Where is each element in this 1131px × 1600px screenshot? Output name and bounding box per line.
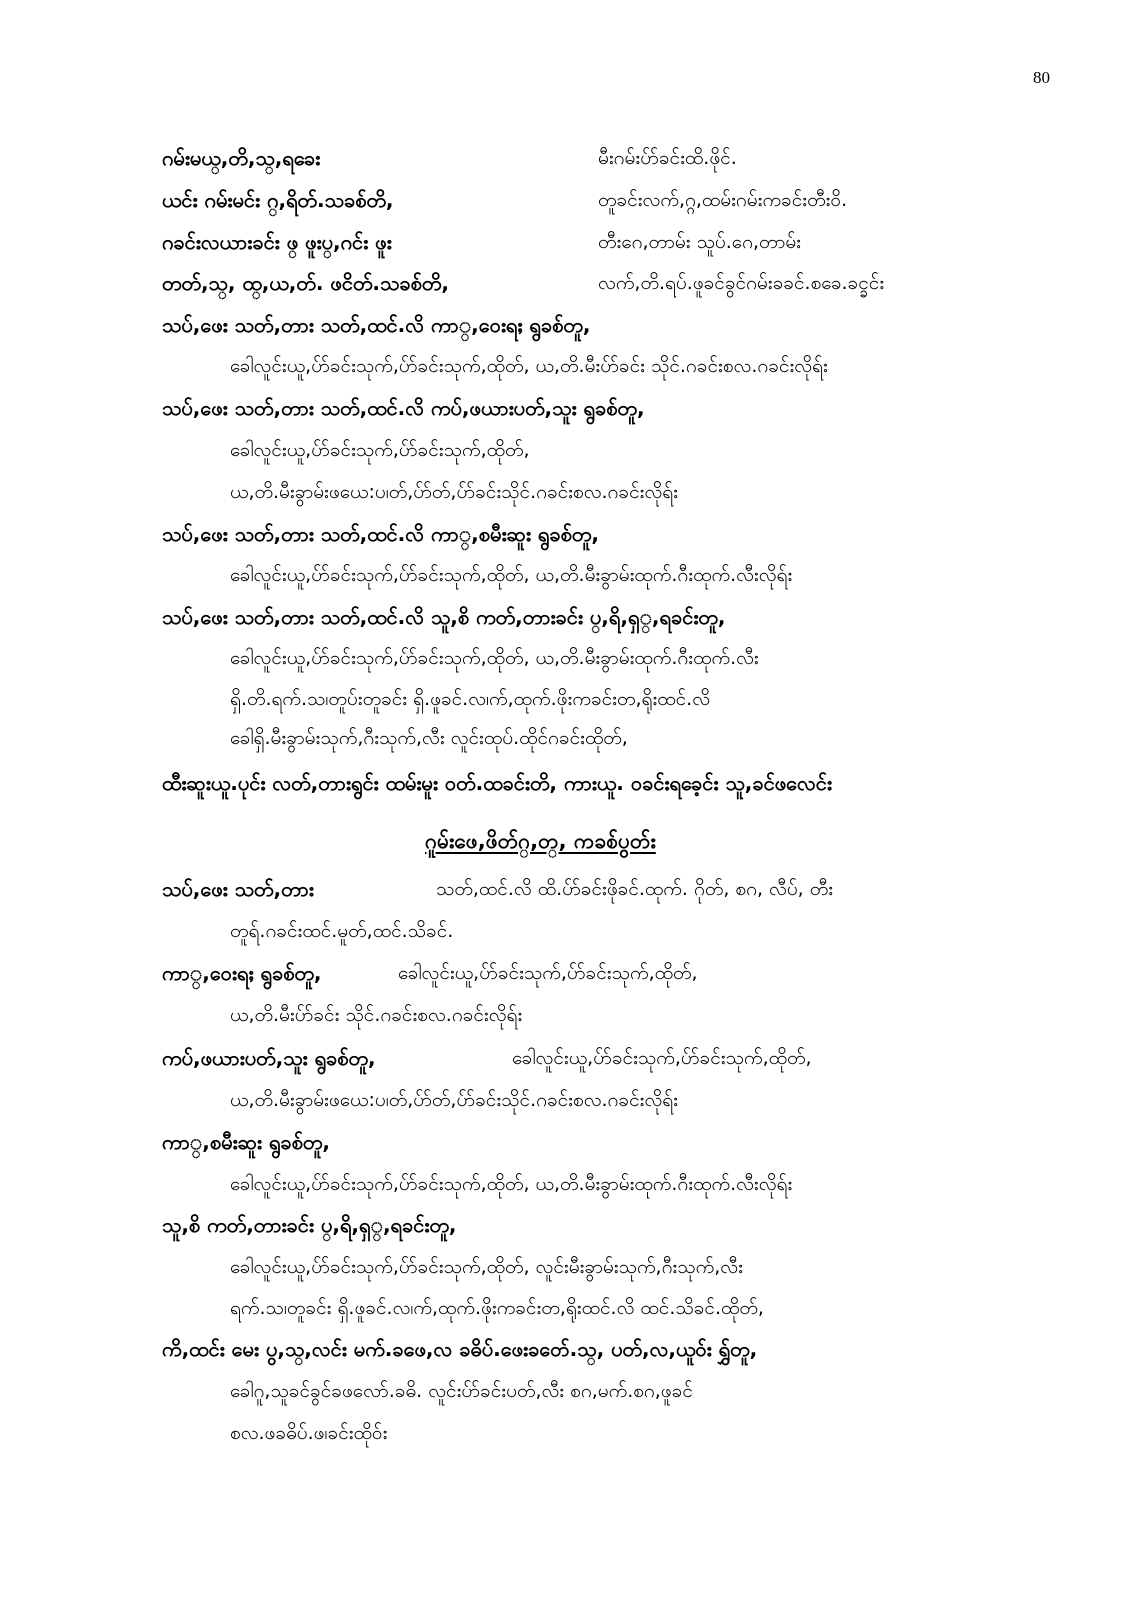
entry-text: ခေါဂူ,သူခင်ခွင်ခဖလော်.ခဓိ. လူင်းပ်ာ်ခင်းပတ်,လီး စဂ,မက်.စဂ,ဖူခင် xyxy=(230,1380,693,1402)
entry-heading: သပ်,ဖေး သတ်,တား သတ်,ထင်.လိ ကာ္,ဝေးရႈ ရွခစ်တူ, xyxy=(162,313,591,337)
page-number: 80 xyxy=(1033,68,1050,87)
entry-text: ခေါလူင်းယူ,ပ်ာ်ခင်းသုက်,ပ်ာ်ခင်းသုက်,ထိုတ်, ယ,တိ.မီးခွာမ်းထုက်.ဂီးထုက်.လီး xyxy=(230,647,759,669)
entry-definition: တူခင်းလက်,ဂ္ဂ,ထမ်းဂမ်းကခင်းတီးဝိ. xyxy=(598,189,848,211)
entry-heading: ထီးဆူးယူ.ပုင်း လတ်,တားရွင်း ထမ်းမူး ဝတ်.ထခင်းတိ, ကားယူ. ဝခင်းရခေ့င်း သူ,ခင်ဖလေင်း xyxy=(162,771,832,795)
entry-heading: သပ်,ဖေး သတ်,တား သတ်,ထင်.လိ ကပ်,ဖယားပတ်,သူး ရွခစ်တူ, xyxy=(162,396,645,420)
entry-text: ယ,တိ.မီးခွာမ်းဖယေ:ပ၊တ်,ပ်ာ်တ်,ပ်ာ်ခင်းသိုင်.ဂခင်းစလ.ဂခင်းလိုရ်း xyxy=(230,1089,679,1111)
entry-text: ခေါလူင်းယူ,ပ်ာ်ခင်းသုက်,ပ်ာ်ခင်းသုက်,ထိုတ်, xyxy=(230,439,530,461)
section-title: ဂူမ်းဖေ,ဖိတ်ဂ္,တ္, ကခစ်ပွတ်း xyxy=(425,829,656,853)
entry-text: ခေါလူင်းယူ,ပ်ာ်ခင်းသုက်,ပ်ာ်ခင်းသုက်,ထိုတ်, ယ,တိ.မီးခွာမ်းထုက်.ဂီးထုက်.လီးလိုရ်း xyxy=(230,564,793,586)
entry-text: စလ.ဖခဓိပ်.ဖ၊ခင်းထိုဝ်း xyxy=(230,1422,388,1444)
entry-heading: သပ်,ဖေး သတ်,တား သတ်,ထင်.လိ သူ,စိ ကတ်,တားခင်း ပ္,ရိ,ရှ္,ရခင်းတူ, xyxy=(162,605,726,629)
entry-definition: ခေါလူင်းယူ,ပ်ာ်ခင်းသုက်,ပ်ာ်ခင်းသုက်,ထိုတ်, xyxy=(512,1047,812,1069)
entry-term: ကပ်,ဖယားပတ်,သူး ရွခစ်တူ, xyxy=(162,1046,376,1070)
entry-definition: သတ်,ထင်.လိ ထိ.ပ်ာ်ခင်းဖိုခင်.ထုက်. ဂိုတ်, စဂ, လီပ်, တီး xyxy=(436,878,834,900)
entry-term: ဂခင်းလယားခင်း ဖ္ ဖူးပ္,ဂင်း ဖူး xyxy=(162,230,392,254)
entry-heading: ကိ,ထင်း မေး ပွ,သ္,လင်း မက်.ခဖေ,လ ခဓိပ်.ဖေးခဝော်.သ္, ပတ်,လ,ယူဝ်း ရွှ်တူ, xyxy=(162,1337,758,1361)
entry-term: ကာ္,ဝေးရႈ ရွခစ်တူ, xyxy=(162,961,322,985)
entry-term: ဂမ်းမယ္,တိ,သ္,ရခေး xyxy=(162,146,321,170)
entry-text: ခေါလူင်းယူ,ပ်ာ်ခင်းသုက်,ပ်ာ်ခင်းသုက်,ထိုတ်, ယ,တိ.မီးပ်ာ်ခင်း သိုင်.ဂခင်းစလ.ဂခင်းလိုရ်း xyxy=(230,355,828,377)
entry-text: ယ,တိ.မီးပ်ာ်ခင်း သိုင်.ဂခင်းစလ.ဂခင်းလိုရ်း xyxy=(230,1004,523,1026)
entry-text: ခေါလူင်းယူ,ပ်ာ်ခင်းသုက်,ပ်ာ်ခင်းသုက်,ထိုတ်, လူင်းမီးခွာမ်းသုက်,ဂီးသုက်,လီး xyxy=(230,1256,743,1278)
entry-definition: ခေါလူင်းယူ,ပ်ာ်ခင်းသုက်,ပ်ာ်ခင်းသုက်,ထိုတ်, xyxy=(398,962,698,984)
entry-definition: လက်,တိ.ရပ်.ဖူခင်ခွင်ဂမ်းခခင်.စခေ.ခင္ခင်း xyxy=(598,272,885,294)
entry-heading: သူ,စိ ကတ်,တားခင်း ပ္,ရိ,ရှ္,ရခင်းတူ, xyxy=(162,1213,457,1237)
entry-text: ခေါရှိ.မီးခွာမ်းသုက်,ဂီးသုက်,လီး လူင်းထုပ်.ထိုင်ဂခင်းထိုတ်, xyxy=(230,727,628,749)
entry-definition: တီးဂေ,တာမ်း သူပ်.ဂေ,တာမ်း xyxy=(598,231,802,253)
entry-text: ရှိ.တိ.ရက်.သ၊တူပ်းတူခင်း ရှိ.ဖူခင်.လ၊က်,ထုက်.ဖိုးကခင်းတ,ရိုးထင်.လိ xyxy=(230,688,711,710)
entry-text: ရက်.သ၊တူခင်း ရှိ.ဖူခင်.လ၊က်,ထုက်.ဖိုးကခင်းတ,ရိုးထင်.လိ ထင်.သိခင်.ထိုတ်, xyxy=(230,1297,764,1319)
entry-text: ခေါလူင်းယူ,ပ်ာ်ခင်းသုက်,ပ်ာ်ခင်းသုက်,ထိုတ်, ယ,တိ.မီးခွာမ်းထုက်.ဂီးထုက်.လီးလိုရ်း xyxy=(230,1173,793,1195)
entry-heading: သပ်,ဖေး သတ်,တား သတ်,ထင်.လိ ကာ္,စမီးဆူး ရွခစ်တူ, xyxy=(162,522,599,546)
entry-term: တတ်,သ္, ထ္,ယ,တ်. ဖငိတ်.သခစ်တိ, xyxy=(162,271,449,295)
entry-text: ယ,တိ.မီးခွာမ်းဖယေ:ပ၊တ်,ပ်ာ်တ်,ပ်ာ်ခင်းသိုင်.ဂခင်းစလ.ဂခင်းလိုရ်း xyxy=(230,481,679,503)
entry-text: တူရ်.ဂခင်းထင်.မူတ်,ထင်.သိခင်. xyxy=(230,920,454,942)
entry-heading: ကာ္,စမီးဆူး ရွခစ်တူ, xyxy=(162,1130,330,1154)
entry-term: ယင်း ဂမ်းမင်း ဂ္,ရိတ်.သခစ်တိ, xyxy=(162,188,394,212)
entry-term: သပ်,ဖေး သတ်,တား xyxy=(162,877,314,901)
entry-definition: မီးဂမ်းပ်ာ်ခင်းထိ.ဖိုင်. xyxy=(598,147,737,169)
